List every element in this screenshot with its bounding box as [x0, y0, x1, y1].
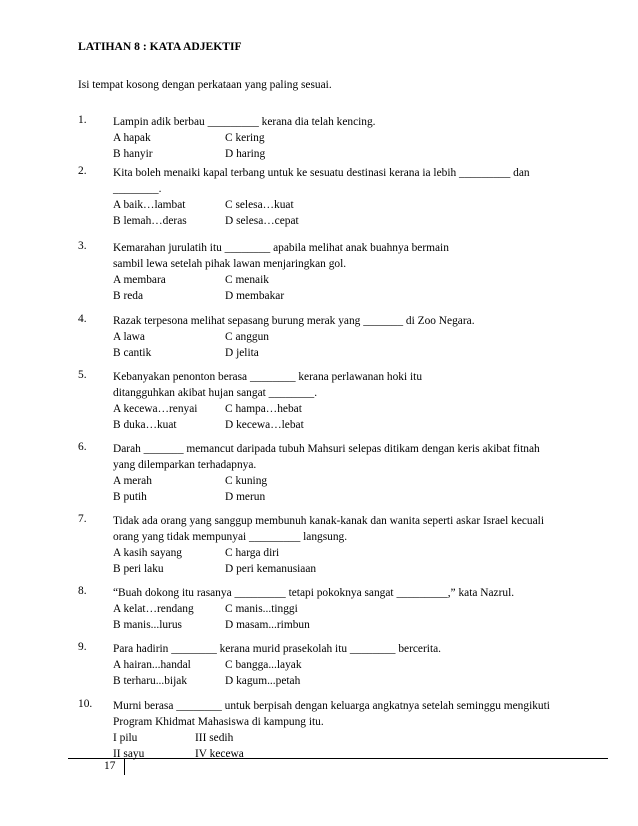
- option-row: [113, 746, 613, 762]
- answer-option: B manis...lurus: [113, 619, 182, 631]
- question-body: [113, 585, 613, 633]
- question-body: [113, 369, 613, 433]
- answer-option: C bangga...layak: [225, 659, 302, 671]
- question-number: 7.: [78, 513, 87, 525]
- question-number: 4.: [78, 313, 87, 325]
- question-text: Lampin adik berbau _________ kerana dia telah kencing.: [113, 116, 376, 128]
- footer-rule: [68, 758, 608, 759]
- answer-option: C kuning: [225, 475, 268, 487]
- question-body: [113, 513, 613, 577]
- question-number: 6.: [78, 441, 87, 453]
- question-text: Tidak ada orang yang sanggup membunuh kanak-kanak dan wanita seperti askar Israel kecuali: [113, 515, 545, 527]
- option-row: [113, 130, 613, 146]
- answer-option: A merah: [113, 475, 152, 487]
- question-text: Kemarahan jurulatih itu ________ apabila melihat anak buahnya bermain: [113, 242, 449, 254]
- answer-option: B cantik: [113, 347, 152, 359]
- question-text: Murni berasa ________ untuk berpisah dengan keluarga angkatnya setelah seminggu mengikuti: [113, 700, 550, 712]
- answer-option: D peri kemanusiaan: [225, 563, 317, 575]
- question-number: 5.: [78, 369, 87, 381]
- answer-option: A kelat…rendang: [113, 603, 194, 615]
- answer-option: D masam...rimbun: [225, 619, 310, 631]
- answer-option: B lemah…deras: [113, 215, 187, 227]
- option-row: [113, 417, 613, 433]
- answer-option: C menaik: [225, 274, 269, 286]
- question-text: Darah _______ memancut daripada tubuh Mahsuri selepas ditikam dengan keris akibat fitnah: [113, 443, 540, 455]
- question-number: 2.: [78, 165, 87, 177]
- answer-option: C anggun: [225, 331, 269, 343]
- question-text: yang dilemparkan terhadapnya.: [113, 459, 257, 471]
- answer-option: I pilu: [113, 732, 138, 744]
- question-body: [113, 240, 613, 304]
- answer-option: D merun: [225, 491, 266, 503]
- option-row: [113, 617, 613, 633]
- question-number: 8.: [78, 585, 87, 597]
- question-text: ________.: [113, 183, 162, 195]
- answer-option: D membakar: [225, 290, 285, 302]
- option-row: [113, 730, 613, 746]
- question-body: [113, 641, 613, 689]
- option-row: [113, 345, 613, 361]
- option-row: [113, 213, 613, 229]
- question-number: 10.: [78, 698, 93, 710]
- question-text: orang yang tidak mempunyai _________ langsung.: [113, 531, 348, 543]
- option-row: [113, 561, 613, 577]
- question-body: [113, 313, 613, 361]
- option-row: [113, 146, 613, 162]
- question-text: Kita boleh menaiki kapal terbang untuk ke sesuatu destinasi kerana ia lebih _________ dan: [113, 167, 530, 179]
- option-row: [113, 673, 613, 689]
- answer-option: B duka…kuat: [113, 419, 177, 431]
- answer-option: C selesa…kuat: [225, 199, 294, 211]
- answer-option: A hairan...handal: [113, 659, 191, 671]
- answer-option: A baik…lambat: [113, 199, 186, 211]
- answer-option: A kasih sayang: [113, 547, 182, 559]
- option-row: [113, 401, 613, 417]
- option-row: [113, 473, 613, 489]
- question-text: ditangguhkan akibat hujan sangat ________.: [113, 387, 318, 399]
- question-number: 3.: [78, 240, 87, 252]
- answer-option: B reda: [113, 290, 144, 302]
- option-row: [113, 197, 613, 213]
- answer-option: A membara: [113, 274, 166, 286]
- answer-option: D selesa…cepat: [225, 215, 299, 227]
- question-number: 9.: [78, 641, 87, 653]
- question-text: sambil lewa setelah pihak lawan menjaringkan gol.: [113, 258, 347, 270]
- question-body: [113, 698, 613, 762]
- instruction-text: Isi tempat kosong dengan perkataan yang paling sesuai.: [78, 79, 332, 91]
- worksheet-title: LATIHAN 8 : KATA ADJEKTIF: [78, 40, 242, 53]
- option-row: [113, 288, 613, 304]
- question-text: Razak terpesona melihat sepasang burung merak yang _______ di Zoo Negara.: [113, 315, 475, 327]
- option-row: [113, 329, 613, 345]
- option-row: [113, 601, 613, 617]
- answer-option: C manis...tinggi: [225, 603, 298, 615]
- answer-option: D kagum...petah: [225, 675, 301, 687]
- question-body: [113, 441, 613, 505]
- answer-option: B peri laku: [113, 563, 164, 575]
- page-number-divider: [124, 758, 125, 775]
- question-text: “Buah dokong itu rasanya _________ tetapi pokoknya sangat _________,” kata Nazrul.: [113, 587, 515, 599]
- question-text: Para hadirin ________ kerana murid prasekolah itu ________ bercerita.: [113, 643, 442, 655]
- answer-option: D jelita: [225, 347, 259, 359]
- answer-option: C kering: [225, 132, 265, 144]
- question-body: [113, 114, 613, 162]
- answer-option: D haring: [225, 148, 266, 160]
- answer-option: A lawa: [113, 331, 145, 343]
- option-row: [113, 272, 613, 288]
- answer-option: III sedih: [195, 732, 234, 744]
- answer-option: B hanyir: [113, 148, 153, 160]
- answer-option: C hampa…hebat: [225, 403, 302, 415]
- answer-option: D kecewa…lebat: [225, 419, 304, 431]
- answer-option: II sayu: [113, 748, 145, 760]
- page-number: 17: [104, 760, 116, 772]
- question-text: Program Khidmat Mahasiswa di kampung itu.: [113, 716, 324, 728]
- answer-option: C harga diri: [225, 547, 280, 559]
- answer-option: IV kecewa: [195, 748, 244, 760]
- option-row: [113, 657, 613, 673]
- option-row: [113, 489, 613, 505]
- question-number: 1.: [78, 114, 87, 126]
- option-row: [113, 545, 613, 561]
- answer-option: A kecewa…renyai: [113, 403, 198, 415]
- question-text: Kebanyakan penonton berasa ________ kerana perlawanan hoki itu: [113, 371, 423, 383]
- question-body: [113, 165, 613, 229]
- answer-option: A hapak: [113, 132, 151, 144]
- answer-option: B terharu...bijak: [113, 675, 188, 687]
- answer-option: B putih: [113, 491, 147, 503]
